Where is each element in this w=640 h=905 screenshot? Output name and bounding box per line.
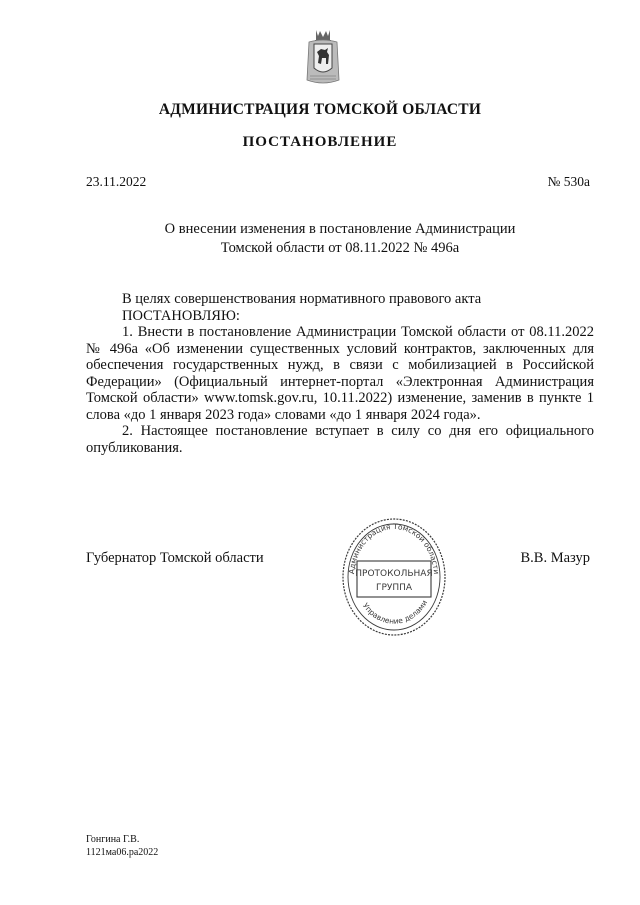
stamp-inner-line-1: ПРОТОКОЛЬНАЯ [355, 569, 433, 579]
document-subject [0, 220, 640, 258]
document-body [86, 291, 594, 456]
official-stamp [340, 515, 448, 640]
executor-code: 1121ма06.ра2022 [86, 847, 159, 858]
document-type-title: ПОСТАНОВЛЕНИЕ [242, 134, 398, 150]
resolve-paragraph: ПОСТАНОВЛЯЮ: [122, 307, 240, 324]
signatory-title: Губернатор Томской области [86, 550, 264, 566]
document-date: 23.11.2022 [86, 174, 147, 189]
executor-name: Гонгина Г.В. [86, 834, 140, 845]
executor-info [86, 833, 158, 859]
coat-of-arms-icon [306, 28, 340, 86]
subject-line-2: Томской области от 08.11.2022 № 496а [220, 240, 460, 256]
preamble-paragraph: В целях совершенствования нормативного правового акта [122, 291, 482, 307]
signatory-name: В.В. Мазур [520, 550, 590, 566]
item-1-paragraph: 1. Внести в постановление Администрации Томской области от 08.11.2022 № 496а «Об изменении существенных условий контрактов, заключенных для обеспечения государственных нужд, в связи с мобилизацией в Российской Федерации» (Официальный интернет-портал «Электронная Администрация Томской области» www.tomsk.gov.ru, 10.11.2022) изменение, заменив в пункте 1 слова «до 1 января 2023 года» словами «до 1 января 2024 года». [86, 324, 594, 423]
subject-line-1: О внесении изменения в постановление Администрации [164, 221, 516, 237]
stamp-bottom-text: Управление делами [360, 598, 430, 626]
item-2-paragraph: 2. Настоящее постановление вступает в силу со дня его официального опубликования. [86, 423, 594, 456]
stamp-inner-line-2: ГРУППА [375, 583, 413, 593]
stamp-outer-text: Администрация Томской области [347, 521, 441, 575]
organization-title: АДМИНИСТРАЦИЯ ТОМСКОЙ ОБЛАСТИ [158, 101, 482, 118]
document-number: № 530а [547, 174, 590, 189]
